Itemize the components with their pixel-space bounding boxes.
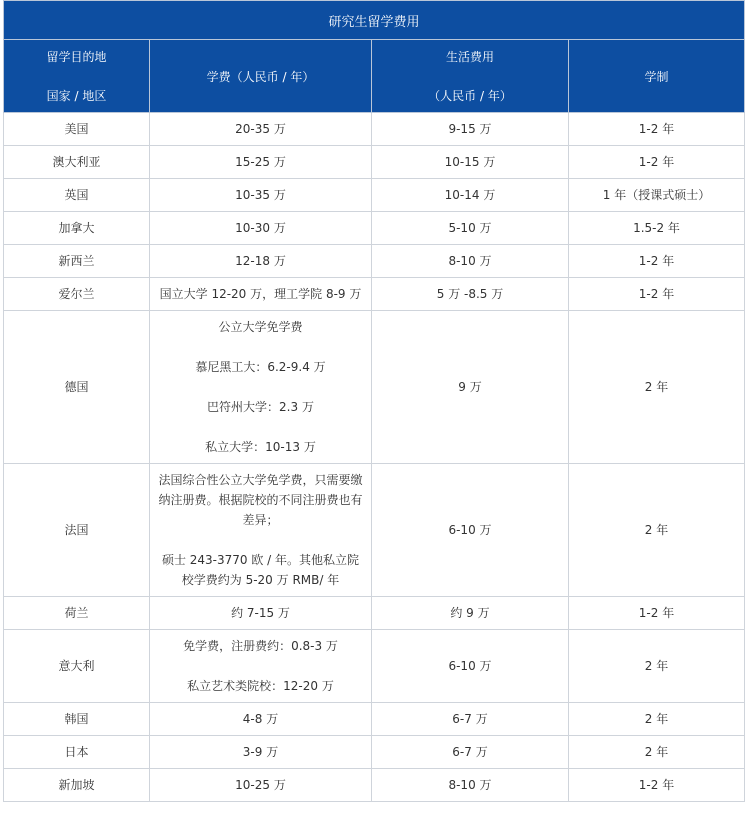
living-cell: 5-10 万 bbox=[372, 212, 569, 245]
country-cell: 日本 bbox=[4, 736, 150, 769]
country-cell: 英国 bbox=[4, 179, 150, 212]
table-row bbox=[4, 597, 745, 630]
duration-cell: 2 年 bbox=[569, 703, 745, 736]
tuition-text: 公立大学免学费 bbox=[218, 320, 303, 334]
header-country-line1: 留学目的地 bbox=[46, 50, 107, 64]
paragraph-gap bbox=[156, 530, 365, 550]
living-cell: 6-7 万 bbox=[372, 736, 569, 769]
header-tuition: 学费（人民币 / 年） bbox=[150, 40, 372, 113]
tuition-text: 约 7-15 万 bbox=[231, 606, 290, 620]
country-cell: 荷兰 bbox=[4, 597, 150, 630]
tuition-text: 10-35 万 bbox=[235, 188, 286, 202]
country-cell: 意大利 bbox=[4, 630, 150, 703]
header-living-line1: 生活费用 bbox=[445, 50, 494, 64]
duration-cell: 2 年 bbox=[569, 736, 745, 769]
tuition-cell bbox=[150, 464, 372, 597]
tuition-text: 4-8 万 bbox=[242, 712, 279, 726]
paragraph-gap bbox=[156, 377, 365, 397]
table-row bbox=[4, 245, 745, 278]
duration-cell: 1 年（授课式硕士） bbox=[569, 179, 745, 212]
tuition-text: 私立艺术类院校：12-20 万 bbox=[187, 679, 334, 693]
country-cell: 爱尔兰 bbox=[4, 278, 150, 311]
country-cell: 新加坡 bbox=[4, 769, 150, 802]
header-living-line2: （人民币 / 年） bbox=[428, 89, 512, 103]
table-title: 研究生留学费用 bbox=[4, 1, 745, 40]
living-cell: 6-10 万 bbox=[372, 464, 569, 597]
duration-cell: 2 年 bbox=[569, 311, 745, 464]
tuition-text: 国立大学 12-20 万，理工学院 8-9 万 bbox=[159, 287, 362, 301]
country-cell: 韩国 bbox=[4, 703, 150, 736]
header-country bbox=[4, 40, 150, 113]
tuition-cell bbox=[150, 146, 372, 179]
tuition-text: 法国综合性公立大学免学费，只需要缴纳注册费。根据院校的不同注册费也有差异； bbox=[158, 473, 363, 527]
duration-cell: 2 年 bbox=[569, 464, 745, 597]
table-row bbox=[4, 703, 745, 736]
header-living bbox=[372, 40, 569, 113]
duration-cell: 1-2 年 bbox=[569, 113, 745, 146]
tuition-text: 20-35 万 bbox=[235, 122, 286, 136]
duration-cell: 1-2 年 bbox=[569, 278, 745, 311]
tuition-text: 私立大学：10-13 万 bbox=[205, 440, 316, 454]
country-cell: 加拿大 bbox=[4, 212, 150, 245]
table-row bbox=[4, 278, 745, 311]
table-row bbox=[4, 311, 745, 464]
duration-cell: 1.5-2 年 bbox=[569, 212, 745, 245]
tuition-cell bbox=[150, 736, 372, 769]
header-duration: 学制 bbox=[569, 40, 745, 113]
tuition-cell bbox=[150, 703, 372, 736]
tuition-cell bbox=[150, 113, 372, 146]
tuition-text: 硕士 243-3770 欧 / 年。其他私立院校学费约为 5-20 万 RMB/ 年 bbox=[161, 553, 360, 587]
tuition-cell bbox=[150, 311, 372, 464]
table-row bbox=[4, 630, 745, 703]
paragraph-gap bbox=[156, 417, 365, 437]
living-cell: 9 万 bbox=[372, 311, 569, 464]
table-row bbox=[4, 769, 745, 802]
tuition-cell bbox=[150, 212, 372, 245]
tuition-text: 15-25 万 bbox=[235, 155, 286, 169]
living-cell: 5 万 -8.5 万 bbox=[372, 278, 569, 311]
header-country-line2: 国家 / 地区 bbox=[46, 89, 107, 103]
living-cell: 8-10 万 bbox=[372, 769, 569, 802]
table-row bbox=[4, 179, 745, 212]
living-cell: 9-15 万 bbox=[372, 113, 569, 146]
tuition-cell bbox=[150, 179, 372, 212]
duration-cell: 1-2 年 bbox=[569, 769, 745, 802]
table-row bbox=[4, 113, 745, 146]
table-body bbox=[4, 113, 745, 802]
tuition-text: 巴符州大学：2.3 万 bbox=[207, 400, 314, 414]
tuition-cell bbox=[150, 278, 372, 311]
living-cell: 6-10 万 bbox=[372, 630, 569, 703]
tuition-cell bbox=[150, 597, 372, 630]
living-cell: 8-10 万 bbox=[372, 245, 569, 278]
country-cell: 美国 bbox=[4, 113, 150, 146]
table-row bbox=[4, 736, 745, 769]
table-row bbox=[4, 212, 745, 245]
duration-cell: 1-2 年 bbox=[569, 597, 745, 630]
tuition-cell bbox=[150, 245, 372, 278]
paragraph-gap bbox=[156, 656, 365, 676]
paragraph-gap bbox=[156, 337, 365, 357]
living-cell: 10-14 万 bbox=[372, 179, 569, 212]
country-cell: 德国 bbox=[4, 311, 150, 464]
country-cell: 新西兰 bbox=[4, 245, 150, 278]
country-cell: 澳大利亚 bbox=[4, 146, 150, 179]
duration-cell: 1-2 年 bbox=[569, 245, 745, 278]
tuition-cell bbox=[150, 769, 372, 802]
living-cell: 10-15 万 bbox=[372, 146, 569, 179]
tuition-text: 3-9 万 bbox=[242, 745, 279, 759]
table-row bbox=[4, 146, 745, 179]
tuition-cell bbox=[150, 630, 372, 703]
duration-cell: 1-2 年 bbox=[569, 146, 745, 179]
tuition-text: 12-18 万 bbox=[235, 254, 286, 268]
living-cell: 约 9 万 bbox=[372, 597, 569, 630]
tuition-text: 10-25 万 bbox=[235, 778, 286, 792]
tuition-text: 免学费，注册费约：0.8-3 万 bbox=[183, 639, 338, 653]
duration-cell: 2 年 bbox=[569, 630, 745, 703]
tuition-text: 慕尼黑工大：6.2-9.4 万 bbox=[195, 360, 326, 374]
country-cell: 法国 bbox=[4, 464, 150, 597]
tuition-table bbox=[3, 0, 745, 802]
living-cell: 6-7 万 bbox=[372, 703, 569, 736]
tuition-text: 10-30 万 bbox=[235, 221, 286, 235]
table-row bbox=[4, 464, 745, 597]
